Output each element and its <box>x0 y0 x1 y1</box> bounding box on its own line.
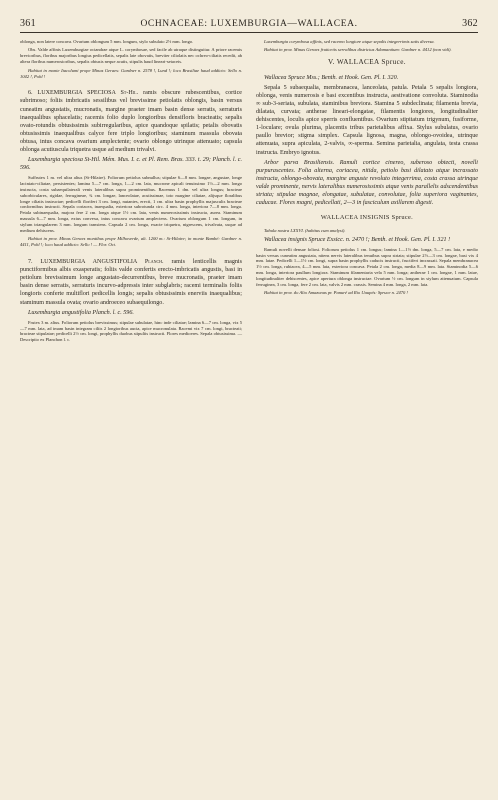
species-heading: WALLACEA INSIGNIS Spruce. <box>320 214 414 222</box>
running-title: OCHNACEAE: LUXEMBURGIA—WALLACEA. <box>140 19 358 29</box>
species-7-synonymy: Luxemburgia angustifolia Planch. l. c. 596. <box>28 310 134 317</box>
species-6-diagnosis: ramis obscure rubescentibus, cortice subrimoso; foliis imbricatis sessilibus vel brevissime petiolatis oblongis, basin versus cuneatim angustatis, mucronatis, margine praeter imam basin dense serratis, serraturis inaequalibus sphacelatis; racemis folio duplo longioribus densifloris bracteatis; sepalis ovato-rotundis obtusissimis subirregularibus, apice quandoque spilatis; petalis obovatis obtusissimis inaequalibus calyce fere triplo longioribus; staminum massula obovata obtusa, intus concava ovarium amplectente; ovario oblongo utrinque attenuato; capsula oblonga acutiuscula triquetra usque ad medium trivalvi. <box>20 90 242 153</box>
page-number-right: 362 <box>462 18 478 29</box>
genus-description: Sepala 5 subaequalia, membranacea, lanceolata, patula. Petala 5 sepalis longiora, oblonga, venis numerosis e basi excentibus instructa, aestivatione convoluta. Staminodia ∞ sub-3-seriata, subulata, staminibus breviora. Stamina 5 subdeclinata; filamenta brevia, dilatata, curvata; antherae lineari-elongatae, filamentis longiores, longitudinaliter dehiscentes, loculis apice sperris confluentibus. Ovarium stipitatum trigynum, fusiforme, 1-loculare; ovula plurima, placentis tribus parietalibus affixa. Stylus subulatus, ovario paullo brevior; stigma simplex. Capsula lignosa, magna, oblongo-ovoidea, utrinque attenuata, supra apiculata, 2-valvis, ∞-sperma. Semina parietalia, angulata, testa crassa instructa. Embryo ignotus. <box>256 85 478 156</box>
species-6-synonymy: Luxemburgia speciosa St-Hil. Mém. Mus. I. c. et Pl. Rem. Bras. 333. t. 29; Planch. l. c. 596. <box>20 157 242 172</box>
species-habitat: Habitat in prov. do Alto Amazonas pr. Panuré ad Rio Uaupés: Spruce n. 2470 ! <box>264 290 408 296</box>
page-number-left: 361 <box>20 18 36 29</box>
text-columns <box>20 39 478 346</box>
genus-habit: Arbor parva Brasiliensis. Ramuli cortice cinereo, suberoso obtecti, novelli purpurascentes. Folia alterna, coriacea, nitida, petiolo basi dilatato atque incrassato instructa, oblongo-obovata, margine anguste revoluto integerrima, costa crassa utrinque valde prominente, nervis lateralibus numerosissimis atque venis parallelis adscendentibus striata; stipulae magnae, elongatae, subulatae, convolutae, folia superiora vaginantes, caducae. Flores magni, pedicellati, 2—3 in fasciculum axillarem digesti. <box>256 160 478 207</box>
species-6-heading: 6. LUXEMBURGIA SPECIOSA St-Hil. <box>28 90 139 97</box>
species-7-description: Frutex 3 m. altus. Foliorum petiolus brevissimus; stipulae subulatae, hinc inde ciliatae; lamina 6—7 cm. longa, vix 5—7 mm. lata, ad imam basin integram ciliis 2 longioribus aucta, apice mucronulata. Racemi vix 7 cm. longi, bracteati; bracteae stipulatae; pedicelli 2½ cm. longi, prophyllis duobus stipuliis instructi. Flores medioeres. Sepala obtusissima. — Descriptio ex Planchon l. c. <box>20 319 242 343</box>
genus-heading: V. WALLACEA Spruce. <box>327 58 406 67</box>
left-column <box>20 39 242 346</box>
continued-paragraph: oblonga, non latere concava. Ovarium oblongum 5 mm. longum, stylo subulato 2½ mm. longo. <box>20 39 194 44</box>
habitat-note: Habitat in prov. Minas Geraes fruticetis serralibus districtus Adamantium: Gardner n. 4412 (non vidi). <box>264 47 452 53</box>
species-description: Ramuli novelli densae foliosi. Foliorum petiolus 1 cm. longus; lamina 1—1½ dm. longa, 5—7 cm. lata, e medio basin versus cuneatim angustata, nitens nervis lateralibus tenuibus supra striata; stipulae 2½—3 cm. longae, basi vix 4 mm. latae. Pedicelli 1—1½ cm. longi, supra basin prophyllis caducis instructi, fructiferi incrassati. Sepala membranacea 1½ cm. longa, rubiacea, 4—5 mm. lata, exteriora concava. Petala 2 cm. longa, media 8—9 mm. lata. Staminodia 5—6 mm. longa, interiora paullum longiora. Staminum filamentaria vela 5 mm. longa; antherae 1 cm. longae, 1 mm. latae, longitudinaliter dehiscentes, apice apertura oblonga instructae. Ovarium ½ cm. longum in stylum attenuatum. Capsula ferruginea, 3 cm. longa, fere 2 cm. lata, valvis 2 mm. crassis. Semina 4 mm. longa, 2 mm. lata. <box>256 246 478 288</box>
species-7-entry <box>20 258 242 306</box>
right-column <box>256 39 478 346</box>
tabula-note: Tabula nostra LXXVI. (habitus cum analysi). <box>264 227 346 233</box>
species-6-entry <box>20 89 242 153</box>
affinity-note: Luxemburgia corymbosa affinis, sed racemo longiore atque sepalis integerrimis satis diversa. <box>264 39 435 44</box>
species-7-diagnosis: ramis lenticellis magnis punctiformibus albis exasperatis; foliis valde confertis erecto-imbricatis angustis, basi in petiolum brevissimum longe angustato-decurrentibus, breve mucronatis, praeter imam basin dense serratis, serraturis incurvo-adpressis inter subglabris; racemi terminalis foliis longioris conferte multiflori pedicellis longis; sepalis obtusissimis enerviis inaequalibus; staminum massula ovata; ovario androeceo subaequilongo. <box>20 259 242 306</box>
species-synonymy: Wallacea insignis Spruce Exsicc. n. 2470 !; Benth. et Hook. Gen. Pl. I. 321 ! <box>264 237 451 244</box>
observation-paragraph: Obs. Valde affinis Luxemburgiae octandrae atque L. corymbosae, sed facile ab utraque distinguitur. A priore racemis brevioribus, floribus majoribus longius pedicellatis, sepalis late obovatis, breviter ciliolatis nec ochreo-ciliatis recedit, ab altera floribus numerosioribus, sepalis obtusis neque acutis, stipulis haud lineari-setaceis. <box>20 47 242 65</box>
header-rule <box>20 32 478 33</box>
species-6-habitat: Habitat in prov. Minas Geraes montibus prope Milhoverde, alt. 1200 m.: St-Hilaire; in monte Bambé: Gardner n. 4411, Pohl !; loco haud addicto: Sello ! — Flor. Oct. <box>20 236 242 248</box>
species-7-heading: 7. LUXEMBURGIA ANGUSTIFOLIA Planch. <box>28 259 164 266</box>
running-head <box>20 18 478 29</box>
habitat-paragraph: Habitat in monte Itacolumi prope Minas Geraes: Gardner n. 2578 !, Lund !; loco Brasiliae haud addicto: Sello n. 1042 !, Pohl ! <box>20 67 242 79</box>
genus-reference: Wallacea Spruce Mss.; Benth. et Hook. Gen. Pl. I. 320. <box>264 74 399 81</box>
species-6-description: Suffrutex 1 m. vel ultra altus (St-Hilaire). Foliorum petiolus subnullus; stipulae 6—8 mm. longae, angustae, longe laciniato-ciliatae, persistentes; lamina 5—7 cm. longa, 1—2 cm. lata, mucrone apicali tenuissimo 1½—2 mm. longo instructa, costa subaequilaterali venis lateralibus supra prominentibus. Racemus 1 dm. vel ultra longus; bracteae suborbiculares, rigidae, ferrugineae, ¾ cm. longae, lanceolatae, acutissimae, toto margine ciliatae, alijsque floralibus longe ciliatis instructae; pedicelli floriferi 3 cm. longi, nutantes, erecti, 1 cm. ultra basin prophyllis majusculis bracteae conformibus instructi. Sepala coriacea, inaequalia, exteriora subrotunda circ. 4 mm. longa, interiora 7—8 mm. longa. Petala subinaequalia, majora fere 2 cm. longa atque 1½ cm. lata, venis numerosissimis instructa, aurea. Staminum massula 6—7 mm. longa, extus convexa, intus concava ovarium amplectens. Ovarium oblongum 1 cm. longum, in stylum triangularem 3 mm. longum transiens. Capsula 2 cm. longa, exacte triquetra, nigrescens, trivalvata, usque ad medium dehiscens. <box>20 174 242 234</box>
